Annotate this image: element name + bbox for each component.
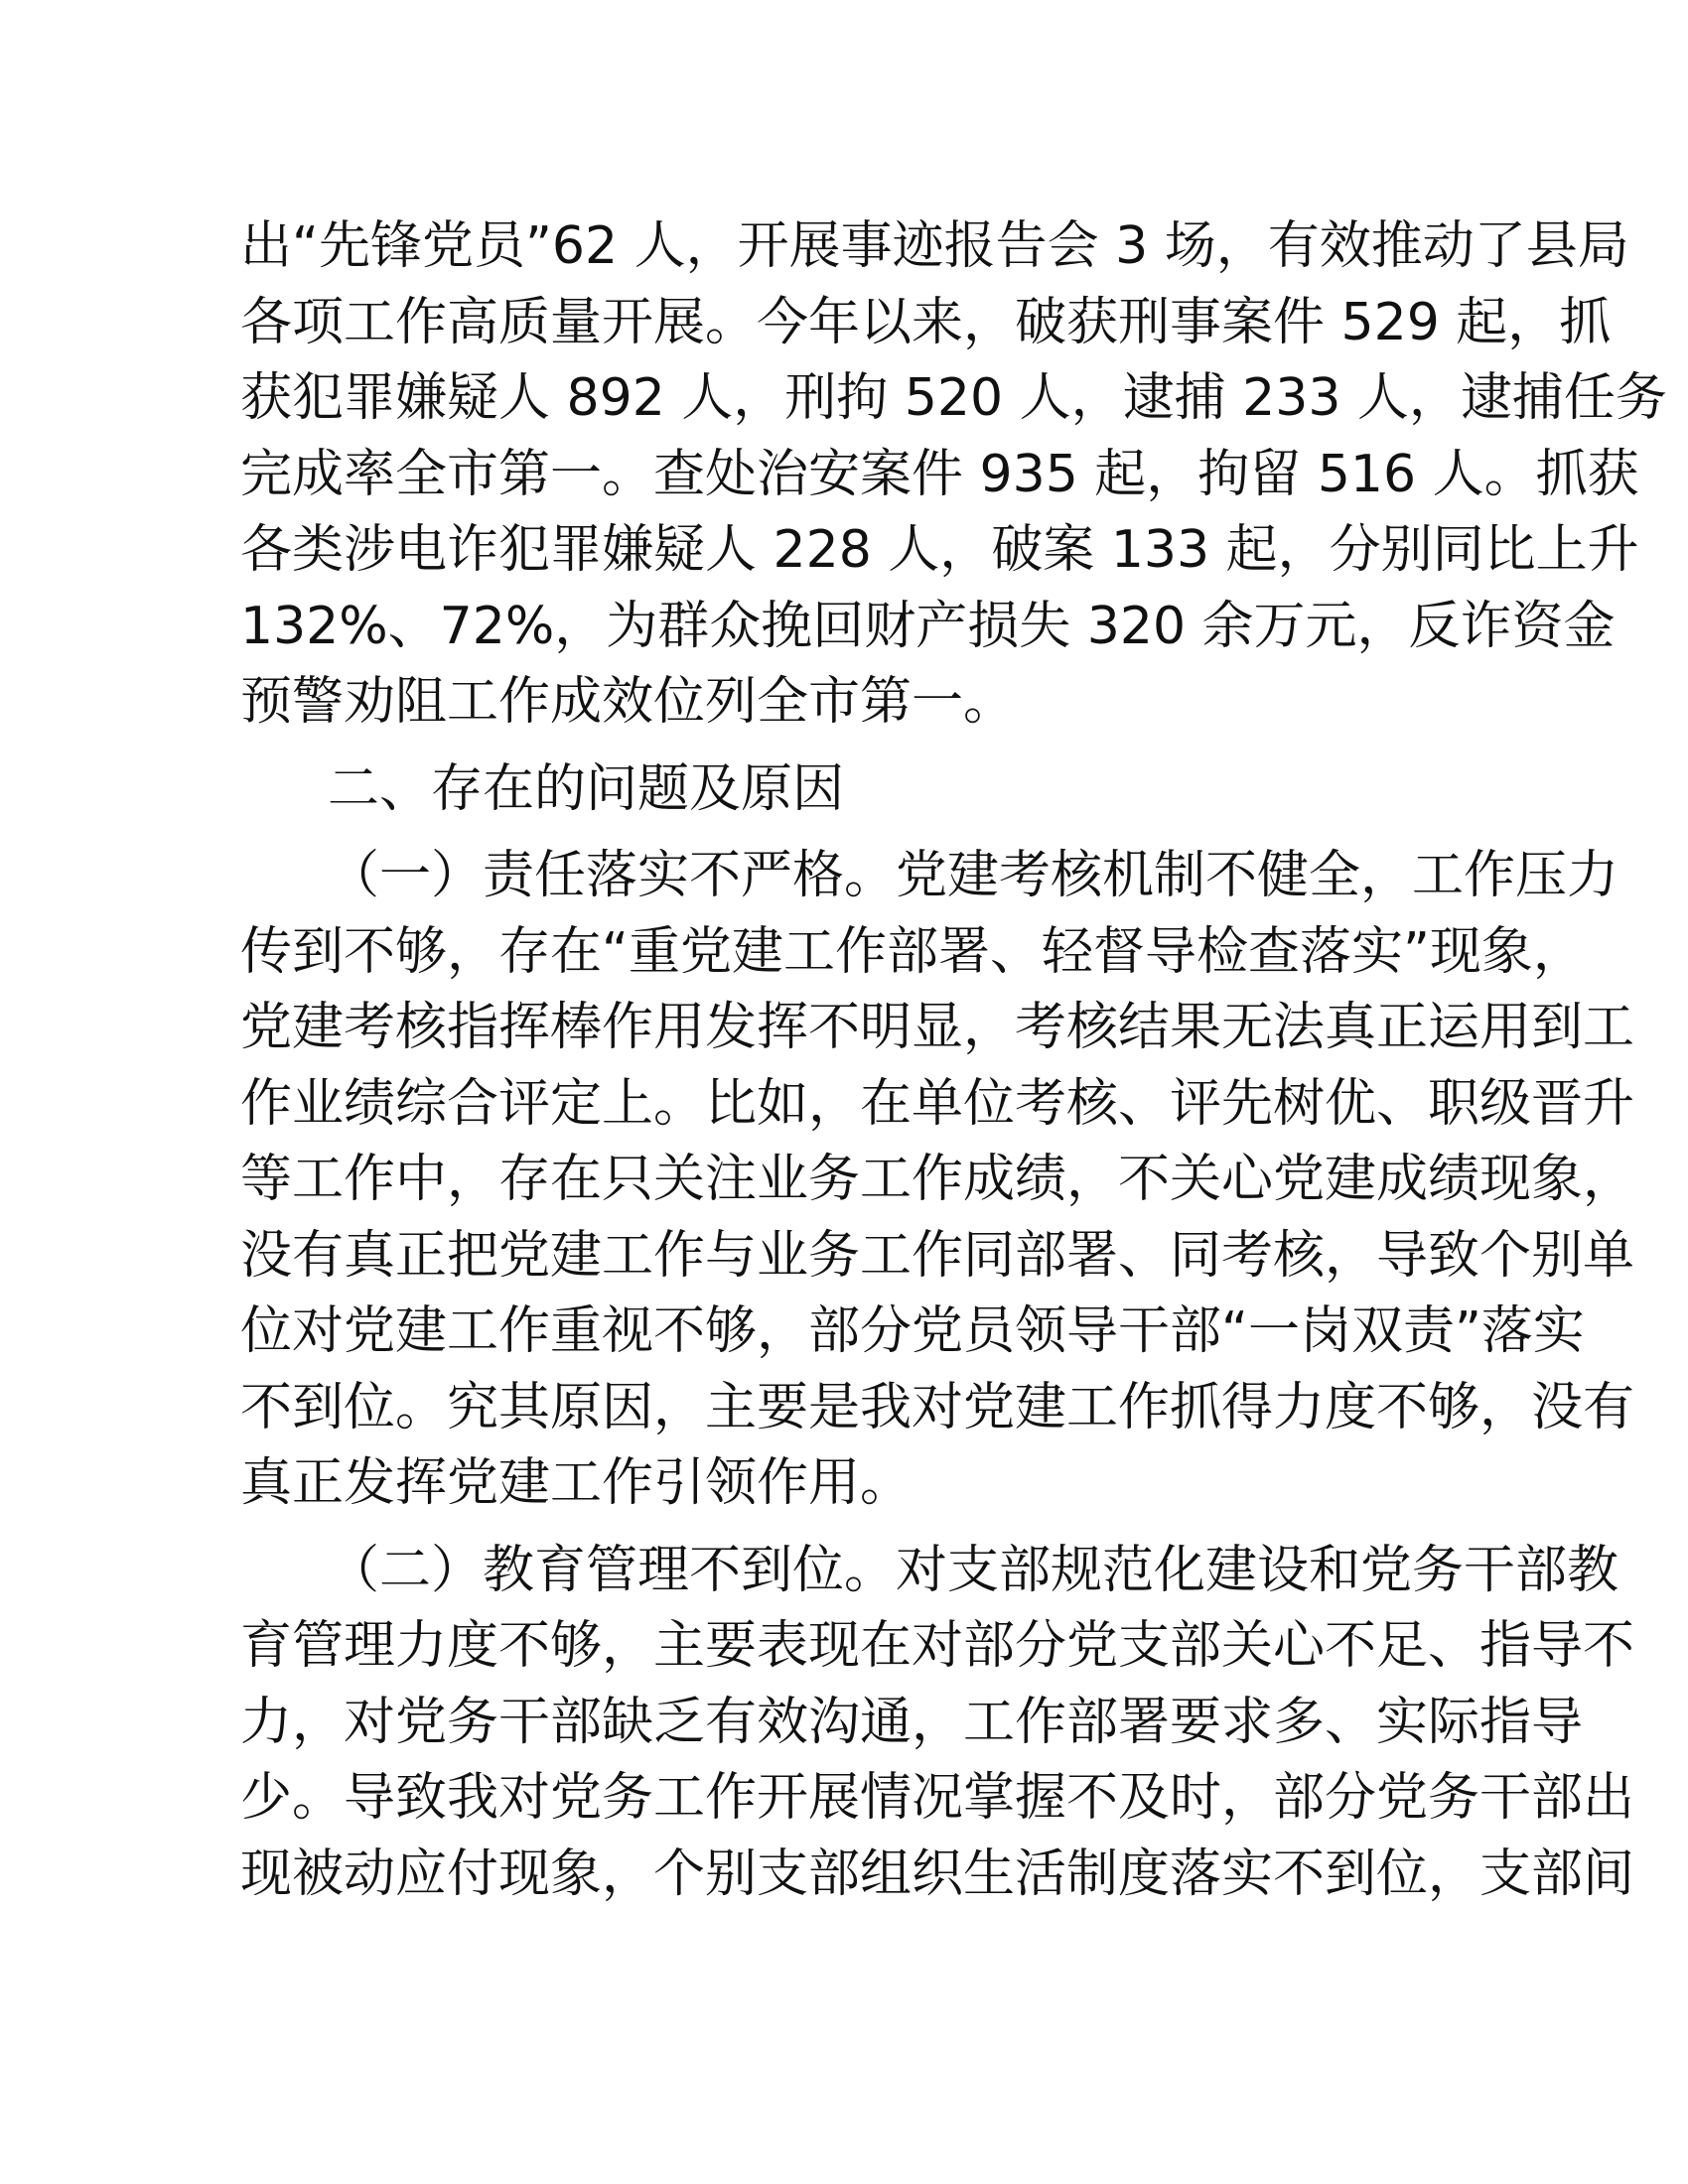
text-line: 二、存在的问题及原因 [328,758,845,819]
text-line: 传到不够，存在“重党建工作部署、轻督导检查落实”现象， [240,921,1585,982]
text-line: 预警劝阻工作成效位列全市第一。 [240,672,1016,732]
text-line: 各类涉电诈犯罪嫌疑人 228 人，破案 133 起，分别同比上升 [240,520,1639,580]
text-line: 力，对党务干部缺乏有效沟通，工作部署要求多、实际指导 [240,1692,1584,1752]
text-line: （二）教育管理不到位。对支部规范化建设和党务干部教 [328,1540,1619,1600]
text-line: 获犯罪嫌疑人 892 人，刑拘 520 人，逮捕 233 人，逮捕任务 [240,368,1667,428]
text-line: 作业绩综合评定上。比如，在单位考核、评先树优、职级晋升 [240,1073,1635,1134]
text-line: 132%、72%，为群众挽回财产损失 320 余万元，反诈资金 [240,596,1616,656]
text-line: 出“先锋党员”62 人，开展事迹报告会 3 场，有效推动了县局 [240,216,1629,276]
text-line: 少。导致我对党务工作开展情况掌握不及时，部分党务干部出 [240,1768,1635,1828]
text-line: 完成率全市第一。查处治安案件 935 起，拘留 516 人。抓获 [240,444,1639,504]
paragraph [240,208,1667,741]
text-line: 没有真正把党建工作与业务工作同部署、同考核，导致个别单 [240,1225,1635,1286]
text-line: 各项工作高质量开展。今年以来，破获刑事案件 529 起，抓 [240,292,1612,352]
text-line: 真正发挥党建工作引领作用。 [240,1453,913,1513]
text-line: 现被动应付现象，个别支部组织生活制度落实不到位，支部间 [240,1843,1635,1904]
text-line: 育管理力度不够，主要表现在对部分党支部关心不足、指导不 [240,1616,1635,1676]
paragraph [240,1533,1635,1913]
text-line: 位对党建工作重视不够，部分党员领导干部“一岗双责”落实 [240,1301,1585,1361]
paragraph [240,838,1635,1522]
document-body [240,208,1667,1923]
text-line: （一）责任落实不严格。党建考核机制不健全，工作压力 [328,846,1619,905]
section-heading [240,751,1428,828]
text-line: 党建考核指挥棒作用发挥不明显，考核结果无法真正运用到工 [240,998,1635,1057]
text-line: 不到位。究其原因，主要是我对党建工作抓得力度不够，没有 [240,1377,1635,1437]
text-line: 等工作中，存在只关注业务工作成绩，不关心党建成绩现象， [240,1150,1635,1209]
